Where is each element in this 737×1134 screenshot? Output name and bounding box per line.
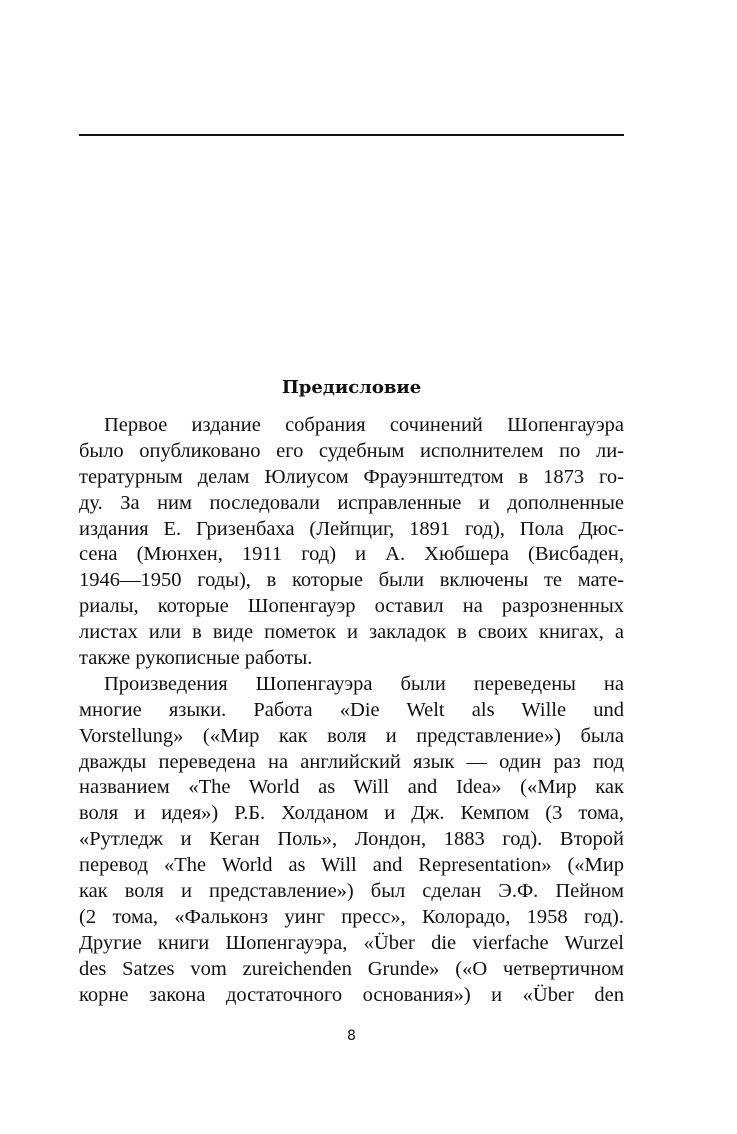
text-line: было опубликовано его судебным исполнителем по ли- [79,439,624,462]
text-line: риалы, которые Шопенгауэр оставил на разрозненных [79,595,624,618]
text-line: тературным делам Юлиусом Фрауэнштедтом в 1873 го- [79,465,624,488]
text-line: Другие книги Шопенгауэра, «Über die vierfache Wurzel [79,931,624,954]
text-line: сена (Мюнхен, 1911 год) и А. Хюбшера (Висбаден, [79,543,624,566]
text-line: корне закона достаточного основания») и «Über den [79,983,624,1006]
body-text [79,413,624,1008]
text-line: издания Е. Гризенбаха (Лейпциг, 1891 год), Пола Дюс- [79,517,624,540]
text-line: «Рутледж и Кеган Поль», Лондон, 1883 год). Второй [79,828,624,851]
page-number: 8 [347,1028,356,1044]
text-line: также рукописные работы. [79,647,313,670]
text-line: названием «The World as Will and Idea» («Мир как [79,776,624,799]
text-line: листах или в виде пометок и закладок в своих книгах, а [79,621,624,644]
text-line: перевод «The World as Will and Representation» («Мир [79,854,624,877]
top-rule [79,134,624,136]
text-line: многие языки. Работа «Die Welt als Wille und [79,698,624,721]
text-line: des Satzes vom zureichenden Grunde» («О четвертичном [79,957,624,980]
text-line: воля и идея») Р.Б. Холданом и Дж. Кемпом (3 тома, [79,802,624,825]
section-heading: Предисловие [281,377,422,398]
text-line: ду. За ним последовали исправленные и дополненные [79,491,624,514]
text-line: Произведения Шопенгауэра были переведены на [104,672,624,695]
text-line: 1946—1950 годы), в которые были включены те мате- [79,569,624,592]
text-line: Первое издание собрания сочинений Шопенгауэра [104,414,624,436]
text-line: дважды переведена на английский язык — один раз под [79,750,624,773]
text-line: (2 тома, «Фальконз уинг пресс», Колорадо, 1958 год). [79,905,624,928]
text-line: Vorstellung» («Мир как воля и представление») была [79,724,624,747]
text-line: как воля и представление») был сделан Э.Ф. Пейном [79,880,624,903]
